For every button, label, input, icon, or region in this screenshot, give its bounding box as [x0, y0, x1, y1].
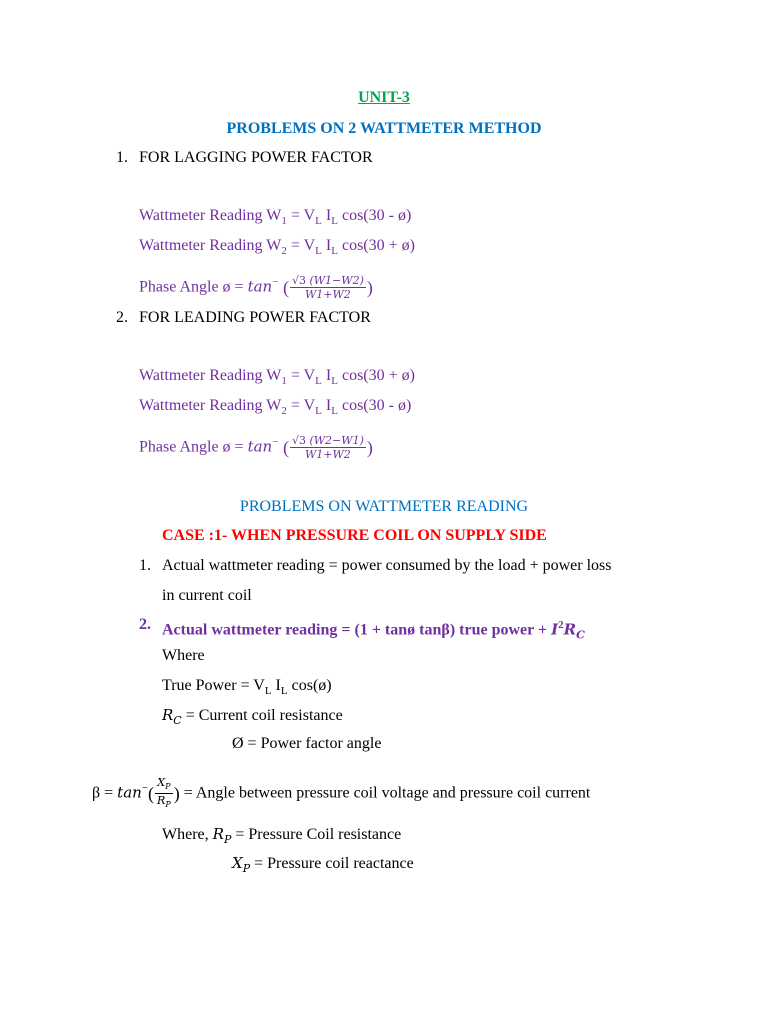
leading-phase-angle-formula: Phase Angle ø = tan− ( $\frac{√3 (W2-W1)}{W1+W2}$ )	[139, 434, 373, 462]
true-power-formula: True Power = $V_L$ $I_L$ cos(ø)	[162, 677, 332, 698]
point-1-number: 1.	[139, 557, 151, 574]
leading-w1-formula: Wattmeter Reading $W_1 = V_L$ $I_L$ cos(30 + ø)	[139, 367, 415, 388]
beta-formula: β = tan−( $\frac{X_P}{R_P}$ ) = Angle between pressure coil voltage and pressure coil current	[92, 775, 591, 810]
case-1-heading: CASE :1- WHEN PRESSURE COIL ON SUPPLY SIDE	[162, 527, 547, 544]
heading-two-wattmeter-method: PROBLEMS ON 2 WATTMETER METHOD	[226, 120, 542, 137]
lagging-phase-angle-formula: Phase Angle ø = tan− ( $\frac{√3 (W1-W2)}{W1+W2}$ )	[139, 274, 373, 302]
point-2-formula: Actual wattmeter reading = (1 + tanø tanβ) true power + $I^2R_C$	[162, 619, 585, 642]
pressure-coil-reactance-def: $X_P$ = Pressure coil reactance	[232, 854, 414, 876]
pressure-coil-resistance-def: Where, $R_P$ = Pressure Coil resistance	[162, 825, 402, 847]
where-label: Where	[162, 647, 205, 664]
heading-wattmeter-reading: PROBLEMS ON WATTMETER READING	[239, 498, 529, 515]
unit-title: UNIT-3	[358, 89, 410, 106]
section-2-number: 2.	[116, 309, 128, 326]
section-1-label: FOR LAGGING POWER FACTOR	[139, 149, 373, 166]
point-2-number: 2.	[139, 616, 151, 633]
current-coil-resistance-def: $R_C$ = Current coil resistance	[162, 706, 343, 728]
point-1-line-2: in current coil	[162, 587, 252, 604]
section-2-label: FOR LEADING POWER FACTOR	[139, 309, 371, 326]
power-factor-angle-def: Ø = Power factor angle	[232, 735, 382, 752]
leading-w2-formula: Wattmeter Reading $W_2 = V_L$ $I_L$ cos(30 - ø)	[139, 397, 412, 418]
lagging-w1-formula: Wattmeter Reading $W_1 = V_L$ $I_L$ cos(30 - ø)	[139, 207, 412, 228]
lagging-w2-formula: Wattmeter Reading $W_2 = V_L$ $I_L$ cos(30 + ø)	[139, 237, 415, 258]
section-1-number: 1.	[116, 149, 128, 166]
point-1-line-1: Actual wattmeter reading = power consumed by the load + power loss	[162, 557, 612, 574]
